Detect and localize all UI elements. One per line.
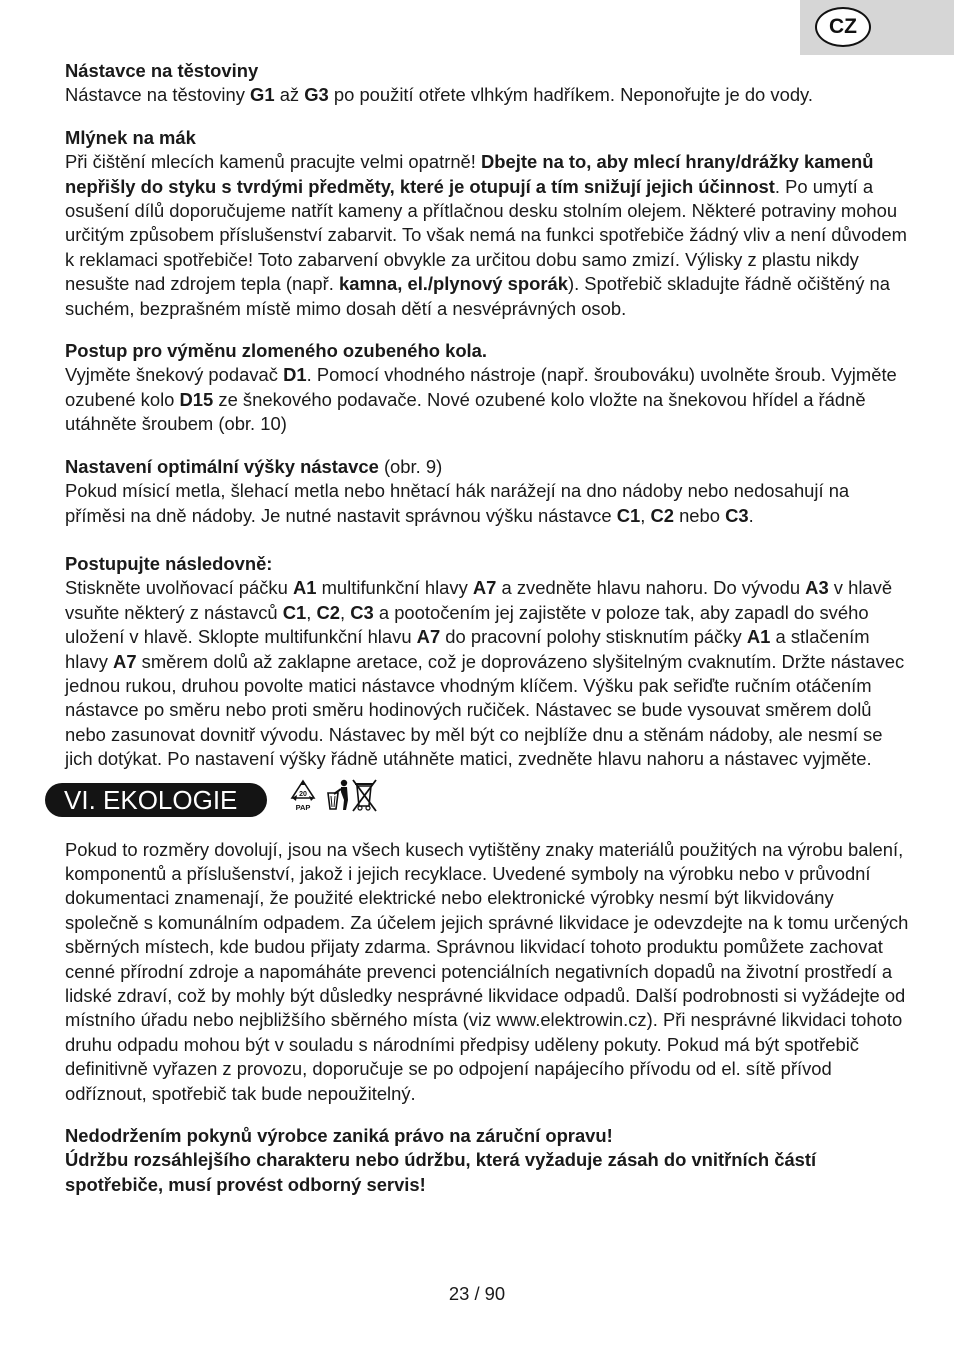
section-heading: Postupujte následovně: [65,552,273,574]
ecology-icons [290,778,382,822]
bold-run: A1 [746,626,771,648]
text-run: , [340,601,351,623]
crossed-bin-icon [353,780,376,811]
bold-run: A7 [113,650,137,672]
text-run: a stlačením hlavy [65,626,870,672]
text-run: a zvedněte hlavu nahoru. Do vývodu [496,577,806,599]
ecology-header [45,778,910,824]
section-body [65,83,910,107]
language-badge: CZ [815,7,871,47]
recycle-pap-20-icon [292,781,314,812]
text-run: Pokud mísicí metla, šlehací metla nebo hnětací hák narážejí na dno nádoby nebo nedosahují na příměsi na dně nádoby. Je nutné nastavit správnou výšku nástavce [65,480,850,526]
text-run: , [306,601,317,623]
text-run: do pracovní polohy stisknutím páčky [440,626,747,648]
ecology-body: Pokud to rozměry dovolují, jsou na všech kusech vytištěny znaky materiálů použitých na výrobu balení, komponentů a příslušenství, jakož i jejich recyklace. Uvedené symboly na výrobku nebo v průvodní dokumentaci znamenají, že použité elektrické nebo elektronické výrobky nesmí být likvidovány společně s komunálním odpadem. Za účelem jejich správné likvidace je odevzdejte na k tomu určených sběrných místech, kde budou přijaty zdarma. Správnou likvidací tohoto produktu pomůžete zachovat cenné přírodní zdroje a napomáháte prevenci potenciálních negativních dopadů na životní prostředí a lidské zdraví, což by mohly být důsledky nesprávné likvidace odpadů. Další podrobnosti si vyžádejte od místního úřadu nebo nejbližšího sběrného místa (viz www.elektrowin.cz). Při nesprávné likvidaci tohoto druhu odpadu mohou být v souladu s národními předpisy uděleny pokuty. Pokud má být spotřebič definitivně vyřazen z provozu, doporučuje se po odpojení napájecího přívodu od el. sítě přívod odříznout, spotřebič tak bude nepoužitelný. [65,838,909,1104]
ecology-symbols [290,778,382,816]
bold-run: C2 [316,601,340,623]
pap-label: PAP [295,802,311,812]
bold-run: A7 [472,577,497,599]
section-height-adjustment [65,455,910,528]
text-run: nebo [673,504,726,526]
text-run: Vyjměte šnekový podavač [65,364,284,386]
section-warnings [65,1124,910,1197]
section-heading: Postup pro výměnu zlomeného ozubeného kola. [65,340,488,362]
bold-run: G3 [304,84,329,106]
text-run: ). Spotřebič skladujte řádně očištěný na suchém, bezprašném místě mimo dosah dětí a nesvéprávných osob. [65,273,890,319]
section-body [65,479,910,528]
pap-number: 20 [299,790,307,798]
page-number: 23 / 90 [448,1283,506,1304]
bold-run: C3 [725,504,749,526]
text-run: Při čištění mlecích kamenů pracujte velmi opatrně! [65,151,482,173]
text-run: Stiskněte uvolňovací páčku [65,577,293,599]
text-run: . [748,504,754,526]
text-run: multifunkční hlavy [316,577,473,599]
bold-run: C1 [616,504,641,526]
warranty-warning: Nedodržením pokynů výrobce zaniká právo na záruční opravu! [65,1125,613,1147]
text-run: . Po umytí a osušení dílů doporučujeme natřít kameny a přítlačnou desku stolním olejem. Některé potraviny mohou určitým způsobem příslušenství zabarvit. To však nemá na funkci spotřebiče žádný vliv a není důvodem k reklamaci spotřebiče! Toto zabarvení obvykle za určitou dobu samo zmizí. Výlisky z plastu nikdy nesušte nad zdrojem tepla (např. [65,175,907,295]
bold-run: A1 [292,577,317,599]
section-ecology [65,838,910,1106]
text-run: . Pomocí vhodného nástroje (např. šroubováku) uvolněte šroub. Vyjměte ozubené kolo [65,364,897,410]
bold-run: A3 [805,577,829,599]
section-poppy-mill [65,126,910,321]
text-run: až [274,84,305,106]
ecology-title: VI. EKOLOGIE [45,783,267,817]
text-run: ze šnekového podavače. Nové ozubené kolo vložte na šnekovou hřídel a řádně utáhněte šroubem (obr. 10) [65,388,866,435]
section-body [65,576,910,771]
bold-run: C1 [282,601,307,623]
text-run: , [640,504,651,526]
bold-run: D15 [179,388,214,410]
bold-run: C3 [350,601,374,623]
section-heading: Nástavce na těstoviny [65,60,259,81]
section-body [65,150,910,321]
heading-figure-reference: (obr. 9) [378,455,443,477]
text-run: a pootočením jej zajistěte v poloze tak, aby zapadl do svého uložení v hlavě. Sklopte multifunkční hlavu [65,601,869,648]
text-run: směrem dolů až zaklapne aretace, což je doprovázeno slyšitelným cvaknutím. Držte nástavec jednou rukou, druhou povolte matici nástavce vhodným klíčem. Výšku pak seřiďte ručním otáčením nástavce po směru nebo proti směru hodinových ručiček. Nástavec se bude vysouvat směrem dolů nebo zasunovat dovnitř vývodu. Nástavec by měl být co nejblíže dnu a stěnám nádoby, ale nesmí se jich dotýkat. Po nastavení výšky řádně utáhněte matici, zvedněte hlavu nahoru a nástavec vyjměte. [65,650,905,770]
text-run: Nástavce na těstoviny [65,84,251,106]
bold-run: kamna, el./plynový sporák [338,273,568,295]
bold-run: Dbejte na to, aby mlecí hrany/drážky kamenů nepřišly do styku s tvrdými předměty, které je otupují a tím snižují jejich účinnost [65,151,874,197]
section-gear-replacement [65,339,910,437]
text-run: v hlavě vsuňte některý z nástavců [65,577,893,623]
text-run: po použití otřete vlhkým hadříkem. Neponořujte je do vody. [328,84,813,106]
service-warning: Údržbu rozsáhlejšího charakteru nebo údržbu, která vyžaduje zásah do vnitřních částí spotřebiče, musí provést odborný servis! [65,1149,817,1195]
bold-run: D1 [283,364,307,386]
section-heading: Mlýnek na mák [65,126,196,148]
page-content [65,59,910,1215]
section-pasta-attachments [65,59,910,108]
section-heading: Nastavení optimální výšky nástavce [65,455,379,477]
bold-run: G1 [250,84,275,106]
tidyman-icon [328,779,348,809]
section-heading-line [65,455,910,479]
bold-run: C2 [650,504,674,526]
section-body [65,363,910,436]
section-procedure [65,552,910,772]
bold-run: A7 [416,626,441,648]
